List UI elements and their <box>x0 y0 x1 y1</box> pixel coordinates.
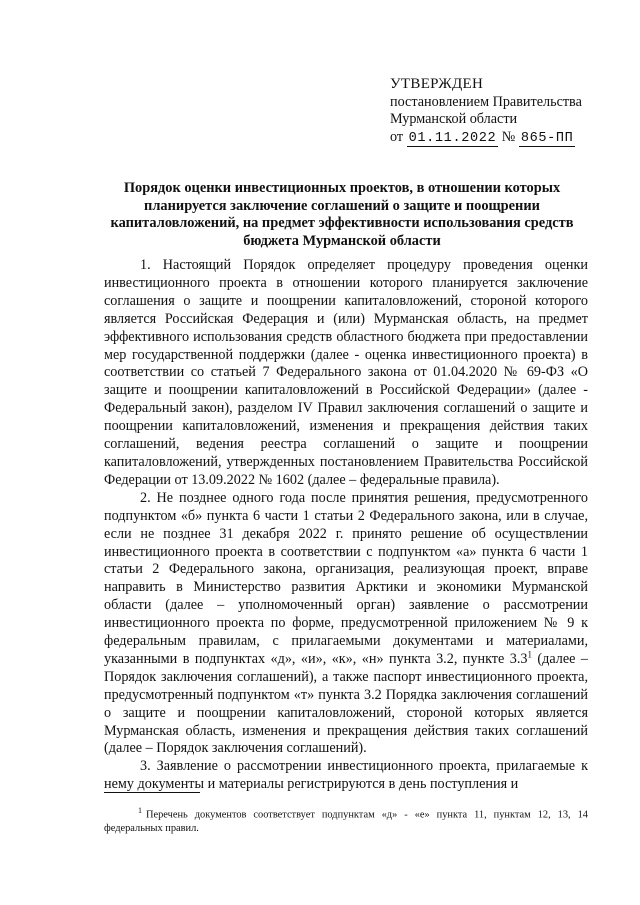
approval-heading: УТВЕРЖДЕН <box>390 76 484 92</box>
approval-line-1: постановлением Правительства <box>390 93 582 110</box>
approval-date-line <box>390 129 620 148</box>
paragraph-1: 1. Настоящий Порядок определяет процедуру проведения оценки инвестиционного проекта в отношении которого планируется заключение соглашения о защите и поощрении капиталовложений, стороной которого является Российская Федерация и (или) Мурманская область, на предмет эффективного использования средств областного бюджета при предоставлении мер государственной поддержки (далее - оценка инвестиционного проекта) в соответствии со статьей 7 Федерального закона от 01.04.2020 № 69-ФЗ «О защите и поощрении капиталовложений в Российской Федерации» (далее - Федеральный закон), разделом IV Правил заключения соглашений о защите и поощрении капиталовложений, изменения и прекращения действия таких соглашений, ведения реестра соглашений о защите и поощрении капиталовложений, утвержденных постановлением Правительства Российской Федерации от 13.09.2022 № 1602 (далее – федеральные правила). <box>104 257 588 488</box>
approval-date: 01.11.2022 <box>408 130 497 146</box>
paragraph-2-part-a: 2. Не позднее одного года после принятия решения, предусмотренного подпунктом «б» пункта 6 части 1 статьи 2 Федерального закона, или в случае, если не позднее 31 декабря 2022 г. принято решение об осуществлении инвестиционного проекта в соответствии с подпунктом «а» пункта 6 части 1 статьи 2 Федерального закона, организация, реализующая проект, вправе направить в Министерство развития Арктики и экономики Мурманской области (далее – уполномоченный орган) заявление о рассмотрении инвестиционного проекта по форме, предусмотренной приложением № 9 к федеральным правилам, с прилагаемыми документами и материалами, указанными в подпунктах «д», «и», «к», «н» пункта 3.2, пункте 3.3 <box>104 489 588 667</box>
paragraph-3: 3. Заявление о рассмотрении инвестиционного проекта, прилагаемые к нему документы и материалы регистрируются в день поступления и <box>104 758 588 793</box>
document-title: Порядок оценки инвестиционных проектов, в отношении которых планируется заключение соглашений о защите и поощрении капиталовложений, на предмет эффективности использования средств бюджета Мурманской области <box>110 180 574 249</box>
footnote-number: 1 <box>138 806 142 815</box>
approval-date-prefix: от <box>390 128 404 145</box>
paragraph-2-part-b: (далее – Порядок заключения соглашений), а также паспорт инвестиционного проекта, предусмотренный подпунктом «т» пункта 3.2 Порядка заключения соглашений о защите и поощрении капиталовложений, стороной которых является Мурманская область, изменения и прекращения действия таких соглашений (далее – Порядок заключения соглашений). <box>104 650 588 757</box>
approval-number-prefix: № <box>501 128 516 145</box>
footnote-reference: 1 <box>527 649 532 660</box>
approval-number: 865-ПП <box>520 130 574 146</box>
document-body <box>104 257 588 794</box>
approval-stamp <box>390 76 620 147</box>
footnote-divider <box>104 792 200 793</box>
footnote-text: Перечень документов соответствует подпунктам «д» - «е» пункта 11, пунктам 12, 13, 14 федеральных правил. <box>104 809 588 834</box>
footnote <box>104 804 588 835</box>
approval-line-2: Мурманской области <box>390 111 518 127</box>
paragraph-2 <box>104 490 588 759</box>
